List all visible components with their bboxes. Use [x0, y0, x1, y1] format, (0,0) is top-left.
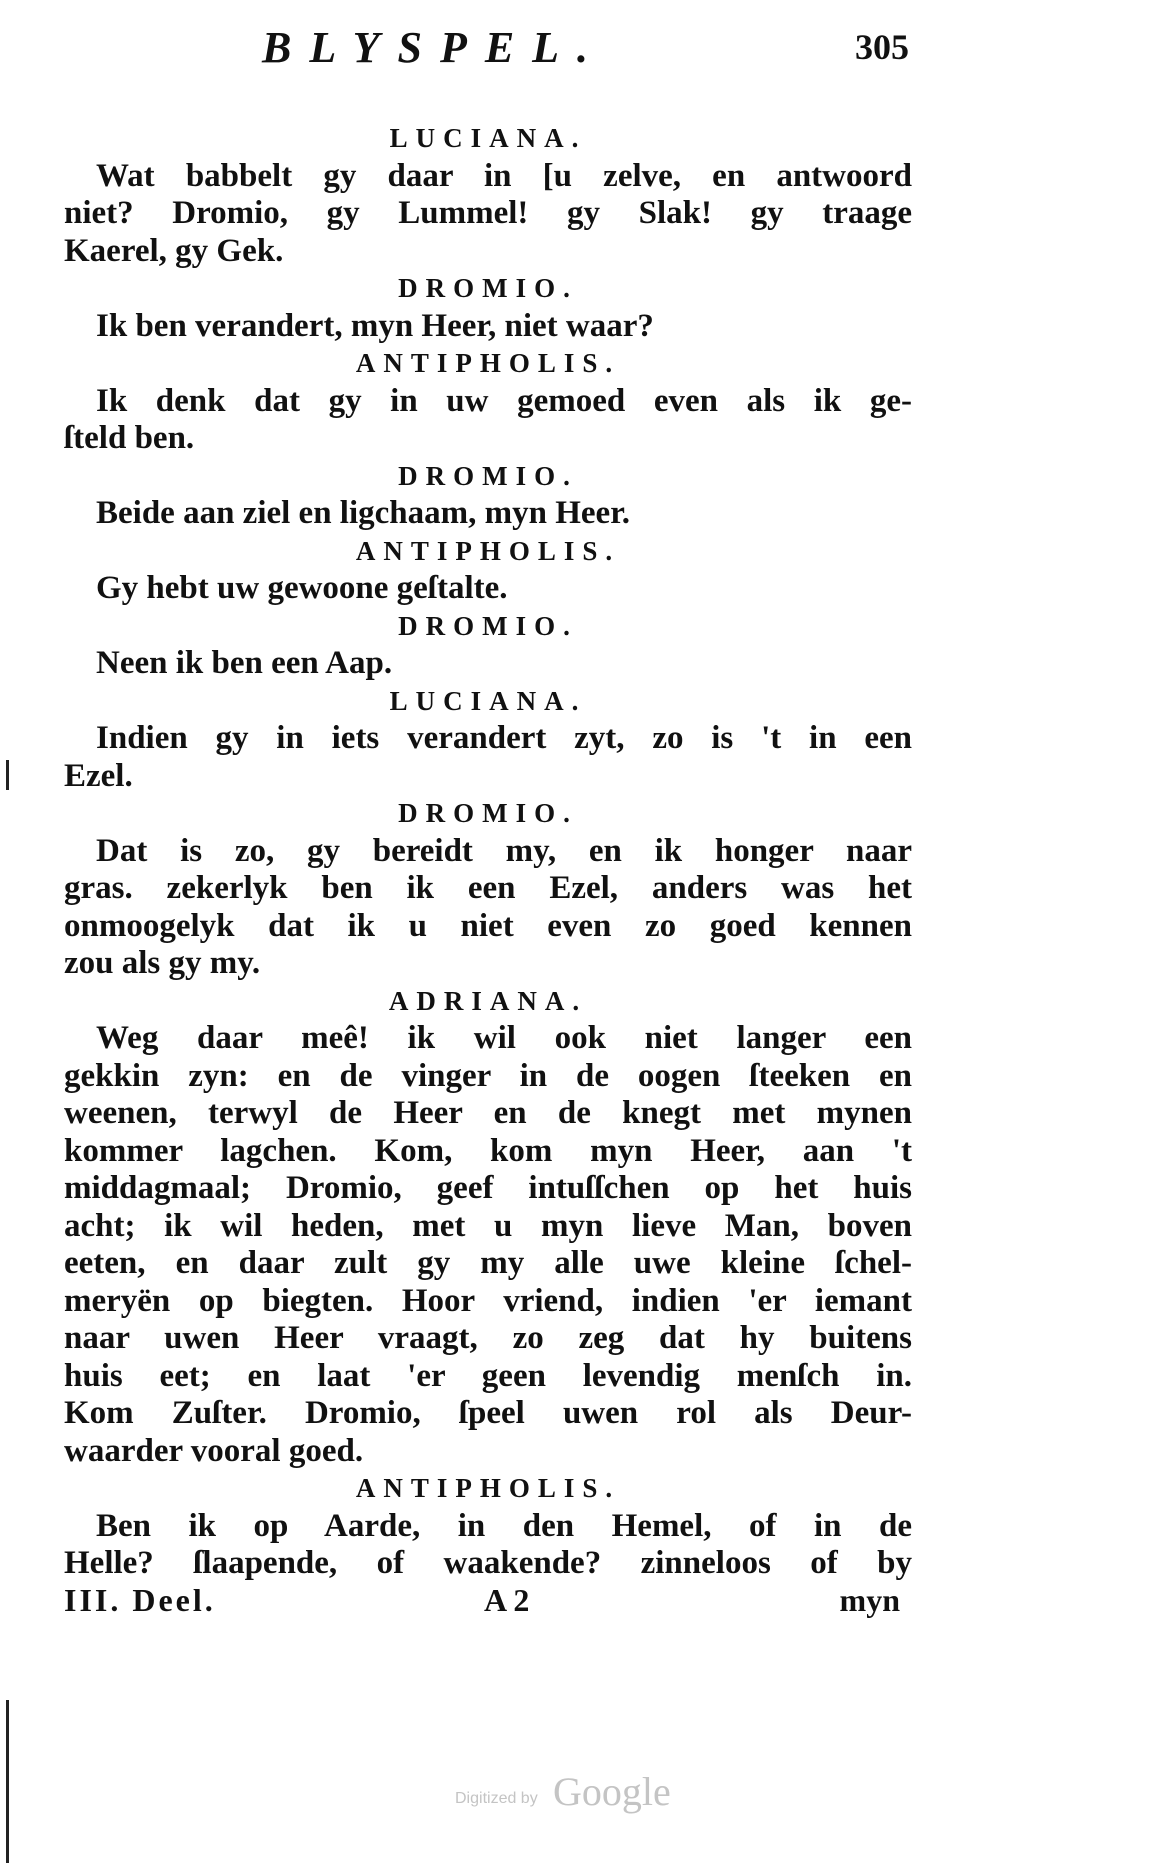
text-line: Ben ik op Aarde, in den Hemel, of in de	[96, 1507, 912, 1544]
watermark-prefix: Digitized by	[455, 1790, 538, 1807]
text-line: meryën op biegten. Hoor vriend, indien 'er iemant	[64, 1282, 912, 1319]
text-line: niet? Dromio, gy Lummel! gy Slak! gy traage	[64, 195, 912, 231]
speaker-name: LUCIANA.	[389, 685, 587, 716]
speech	[64, 383, 912, 458]
play-text	[64, 120, 912, 1583]
page-number: 305	[855, 27, 909, 67]
page-footer	[64, 1582, 900, 1622]
speech	[64, 833, 912, 983]
text-line: middagmaal; Dromio, geef intuſſchen op het huis	[64, 1170, 912, 1206]
text-line: gekkin zyn: en de vinger in de oogen ſteeken en	[64, 1057, 912, 1094]
scan-edge-line	[6, 1700, 9, 1863]
text-line: zou als gy my.	[64, 945, 261, 981]
speech	[64, 645, 912, 683]
speaker-name: LUCIANA.	[389, 123, 587, 153]
digitization-watermark	[455, 1768, 715, 1818]
speaker-name: DROMIO.	[398, 798, 578, 828]
text-line: Wat babbelt gy daar in [u zelve, en antwoord	[96, 157, 912, 194]
watermark-logo: Google	[553, 1769, 671, 1814]
speaker-name: DROMIO.	[398, 460, 578, 491]
text-line: Gy hebt uw gewoone geſtalte.	[96, 570, 508, 606]
speech	[64, 720, 912, 795]
text-line: huis eet; en laat 'er geen levendig menſch in.	[64, 1357, 912, 1394]
text-line: Indien gy in iets verandert zyt, zo is 't in een	[96, 720, 912, 756]
speaker-name: ANTIPHOLIS.	[355, 1473, 621, 1503]
speech	[64, 158, 912, 271]
speaker-name: ADRIANA.	[388, 985, 588, 1016]
speaker-name: ANTIPHOLIS.	[355, 535, 621, 566]
text-line: Dat is zo, gy bereidt my, en ik honger naar	[96, 832, 912, 869]
catchword: myn	[839, 1582, 900, 1618]
speech	[64, 308, 912, 346]
speech	[64, 1508, 912, 1583]
text-line: Weg daar meê! ik wil ook niet langer een	[96, 1020, 912, 1056]
text-line: Neen ik ben een Aap.	[96, 645, 393, 681]
running-head: BLYSPEL.	[262, 23, 607, 72]
text-line: Kom Zuſter. Dromio, ſpeel uwen rol als Deur-	[64, 1395, 912, 1431]
text-line: ſteld ben.	[64, 420, 195, 456]
text-line: eeten, en daar zult gy my alle uwe kleine ſchel-	[64, 1245, 912, 1281]
text-line: Ezel.	[64, 757, 133, 794]
text-line: waarder vooral goed.	[64, 1432, 364, 1469]
speaker-name: ANTIPHOLIS.	[355, 348, 621, 378]
scan-edge-line	[6, 760, 9, 790]
text-line: kommer lagchen. Kom, kom myn Heer, aan 't	[64, 1132, 912, 1169]
speaker-name: DROMIO.	[398, 273, 578, 303]
text-line: naar uwen Heer vraagt, zo zeg dat hy buitens	[64, 1320, 912, 1356]
text-line: weenen, terwyl de Heer en de knegt met mynen	[64, 1095, 912, 1131]
text-line: Ik ben verandert, myn Heer, niet waar?	[96, 307, 654, 344]
sheet-mark: A 2	[484, 1582, 530, 1618]
text-line: Helle? ſlaapende, of waakende? zinneloos of by	[64, 1545, 912, 1581]
speech	[64, 495, 912, 533]
speech	[64, 570, 912, 608]
speech	[64, 1020, 912, 1470]
text-line: Beide aan ziel en ligchaam, myn Heer.	[96, 495, 631, 531]
text-line: Kaerel, gy Gek.	[64, 232, 284, 269]
speaker-name: DROMIO.	[398, 610, 578, 641]
text-line: Ik denk dat gy in uw gemoed even als ik ge-	[96, 382, 912, 419]
text-line: acht; ik wil heden, met u myn lieve Man, boven	[64, 1207, 912, 1244]
text-line: onmoogelyk dat ik u niet even zo goed kennen	[64, 907, 912, 944]
page-header	[0, 22, 1171, 82]
text-line: gras. zekerlyk ben ik een Ezel, anders was het	[64, 870, 912, 906]
signature-mark: III. Deel.	[64, 1582, 216, 1618]
